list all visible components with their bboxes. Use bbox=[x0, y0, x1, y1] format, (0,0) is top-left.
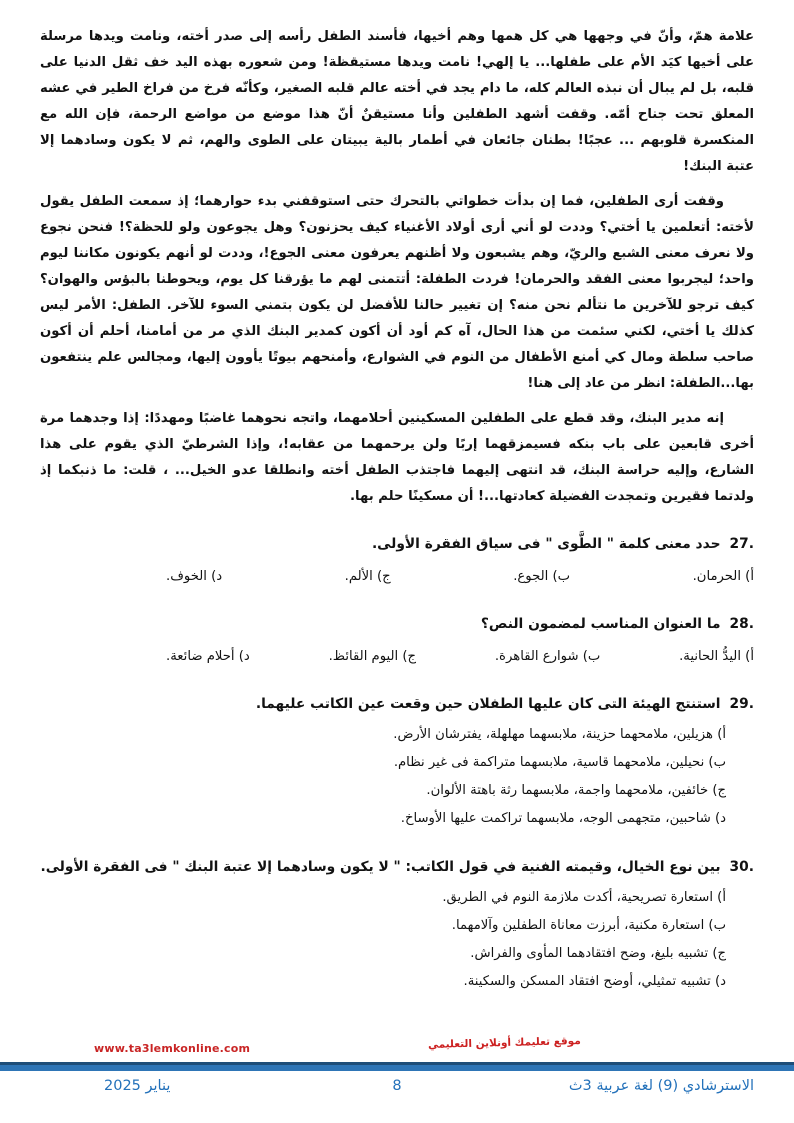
options-stack bbox=[40, 721, 754, 833]
option-d: د) الخوف. bbox=[166, 569, 223, 584]
option-a: أ) هزيلين، ملامحهما حزينة، ملابسهما مهلهلة، يفترشان الأرض. bbox=[393, 727, 726, 742]
option-b: ب) نحيلين، ملامحهما قاسية، ملابسهما متراكمة فى غير نظام. bbox=[393, 755, 726, 770]
option-c: ج) اليوم القائظ. bbox=[328, 649, 417, 664]
option-d: د) أحلام ضائعة. bbox=[166, 649, 250, 664]
options-stack bbox=[40, 884, 754, 996]
question-text: استنتج الهيئة التى كان عليها الطفلان حين وقعت عين الكاتب عليهما. bbox=[255, 696, 721, 712]
option-c: ج) الألم. bbox=[344, 569, 391, 584]
options-row bbox=[166, 564, 754, 590]
option-b: ب) شوارع القاهرة. bbox=[494, 649, 601, 664]
footer-date: يناير 2025 bbox=[104, 1078, 171, 1094]
option-b: ب) استعارة مكنية، أبرزت معاناة الطفلين وآلامهما. bbox=[451, 918, 726, 933]
passage-paragraph: إنه مدير البنك، وقد قطع على الطفلين المسكينين أحلامهما، واتجه نحوهما غاضبًا ومهددًا: إذا وجدهما مرة أخرى قابعين على باب بنكه فسيمزقهما إربًا ولن يرحمهما من عقابه!، وإذا الشرطيّ الذي يقوم على هذا الشارع، وإليه حراسة البنك، قد انتهى إليهما فاجتذب الطفل أخته وانطلقا عدو الخيل... ، قلت: ما ذنبكما إذ ولدتما فقيرين وتمجدت الفضيلة كعادتها...! أن مسكينًا حلم بها. bbox=[40, 411, 754, 504]
question-number: 27. bbox=[729, 536, 754, 552]
question-28 bbox=[40, 611, 754, 670]
question-text: حدد معنى كلمة " الطَّوى " فى سياق الفقرة الأولى. bbox=[371, 536, 721, 552]
footer-exam-title: الاسترشادي (9) لغة عربية 3ث bbox=[568, 1078, 754, 1094]
options-row bbox=[166, 644, 754, 670]
question-text: ما العنوان المناسب لمضمون النص؟ bbox=[480, 616, 721, 632]
exam-content bbox=[40, 24, 754, 996]
question-number: 28. bbox=[729, 616, 754, 632]
option-c: ج) خائفين، ملامحهما واجمة، ملابسهما رثة باهتة الألوان. bbox=[426, 783, 726, 798]
option-d: د) تشبيه تمثيلي، أوضح افتقاد المسكن والسكينة. bbox=[463, 974, 726, 989]
option-c: ج) تشبيه بليغ، وضح افتقادهما المأوى والفراش. bbox=[470, 946, 726, 961]
passage-paragraph: وقفت أرى الطفلين، فما إن بدأت خطواتي بالتحرك حتى استوقفني بدء حوارهما؛ إذ سمعت الطفل يقول لأخته: أتعلمين يا أختي؟ وددت لو أني أرى أولاد الأغنياء كيف يحزنون؟ وهل يجوعون ولو للحظة؟! فنحن نجوع ولا نعرف معنى الشبع والريّ، وهم يشبعون ولا أظنهم يعرفون معنى الجوع!، وددت لو أنهم يكونون مكاننا ليوم واحد؛ ليجربوا معنى الفقد والحرمان! فردت الطفلة: أتتمنى لهم ما يؤرقنا كل يوم، ويحوطنا بالبؤس والهوان؟ كيف ترجو للآخرين ما نتألم نحن منه؟ إن تغيير حالنا للأفضل لن يكون بتمني السوء للآخر. الطفل: الأمر ليس كذلك يا أختي، لكني سئمت من هذا الحال، آه كم أود أن أكون كمدير البنك الذي مر من أمامنا، أحلم أن أكون صاحب سلطة ومال كي أمنع الأطفال من النوم في الشوارع، وأمنحهم بيوتًا يأوون إليها، ومجالس علم ينتفعون بها...الطفلة: انظر من عاد إلى هنا! bbox=[40, 194, 754, 391]
watermark-site-name: موقع تعليمك أونلاين التعليمي bbox=[427, 1035, 581, 1051]
option-d: د) شاحبين، متجهمى الوجه، ملابسهما تراكمت عليها الأوساخ. bbox=[400, 811, 726, 826]
option-a: أ) اليدُّ الحانية. bbox=[679, 649, 754, 664]
question-header bbox=[40, 691, 754, 717]
footer-rule bbox=[0, 1062, 794, 1071]
question-29 bbox=[40, 691, 754, 833]
option-a: أ) استعارة تصريحية، أكدت ملازمة النوم في الطريق. bbox=[442, 890, 726, 905]
option-b: ب) الجوع. bbox=[513, 569, 571, 584]
watermark-url: www.ta3lemkonline.com bbox=[94, 1042, 251, 1055]
question-30 bbox=[40, 854, 754, 996]
question-number: 29. bbox=[729, 696, 754, 712]
option-a: أ) الحرمان. bbox=[692, 569, 754, 584]
question-number: 30. bbox=[729, 859, 754, 875]
footer-page-number: 8 bbox=[392, 1078, 402, 1094]
question-text: بين نوع الخيال، وقيمته الفنية في قول الكاتب: " لا يكون وسادهما إلا عتبة البنك " فى الفقرة الأولى. bbox=[40, 859, 721, 875]
question-header bbox=[40, 531, 754, 557]
passage-paragraph: علامة همّ، وأنّ في وجهها هي كل همها وهم أخيها، فأسند الطفل رأسه إلى صدر أخته، ونامت ويدها مرسلة على أخيها كيَد الأم على طفلها... يا إلهي! نامت ويدها مستيقظة! ومن شعوره بهذه اليد خف ثقل الدنيا على قلبه، بل لم يبال أن نبذه العالم كله، ما دام يجد في أخته عالم قلبه الصغير، وكأنّه فرخ من فراخ الطير في عشه المعلق تحت جناح أمّه. وقفت أشهد الطفلين وأنا مستيقنٌ أنّ هذا موضع من مواضع الرحمة، فإن الله مع المنكسرة قلوبهم ... عجبًا! بطنان جائعان في أطمار بالية يبيتان على الطوى والهم، ثم لا يكون وسادهما إلا عتبة البنك! bbox=[40, 29, 754, 174]
question-header bbox=[40, 854, 754, 880]
question-27 bbox=[40, 531, 754, 590]
question-header bbox=[40, 611, 754, 637]
